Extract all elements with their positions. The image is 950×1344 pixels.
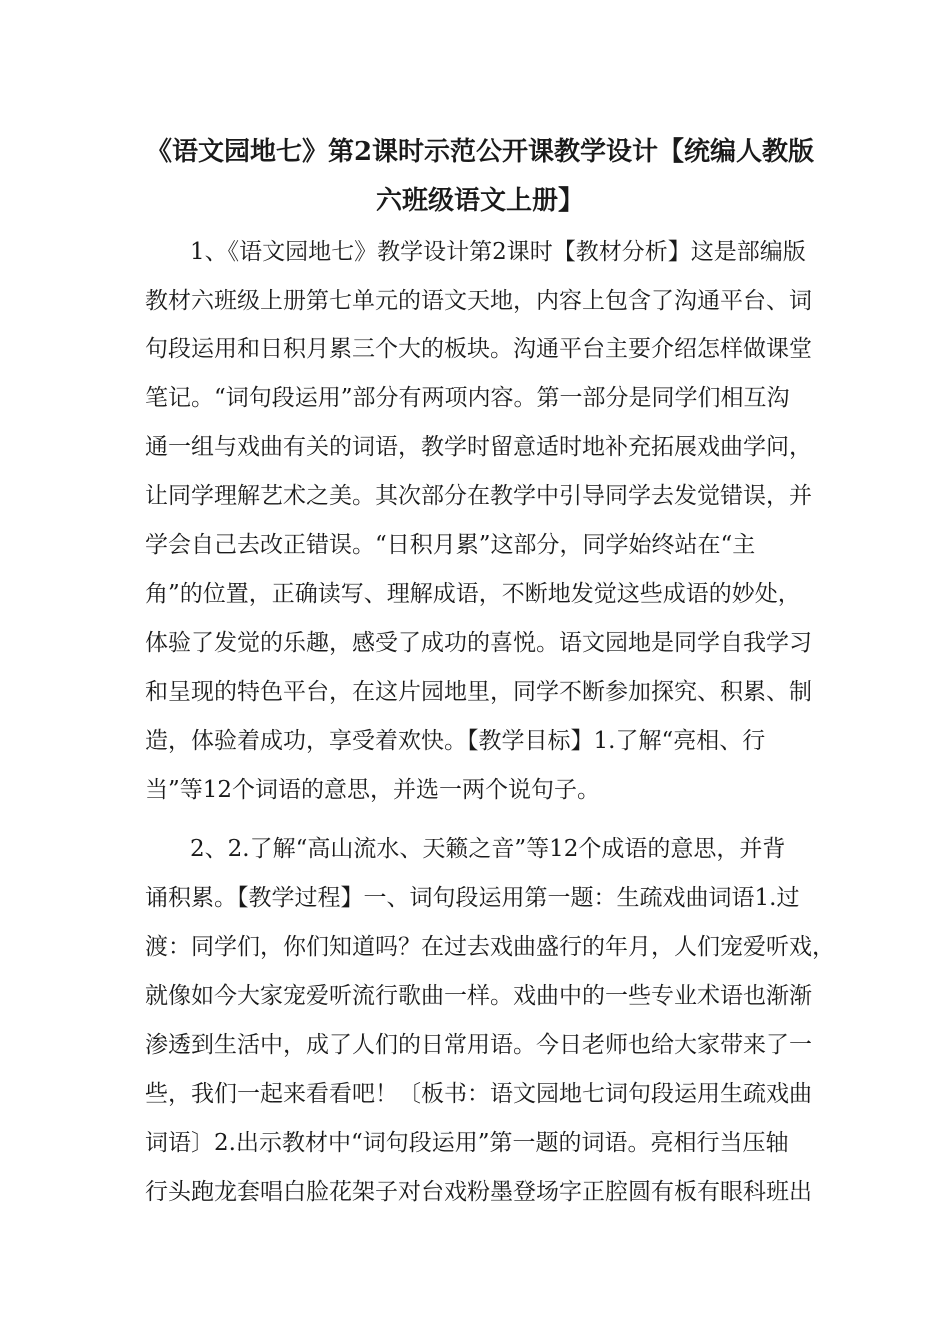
paragraph-2-line-6: 些，我们一起来看看吧！〔板书：语文园地七词句段运用生疏戏曲 [145, 1081, 812, 1107]
paragraph-1-line-10: 和呈现的特色平台，在这片园地里，同学不断参加探究、积累、制 [145, 679, 812, 705]
paragraph-1-line-8: 角”的位置，正确读写、理解成语，不断地发觉这些成语的妙处， [145, 581, 801, 607]
paragraph-2-line-8: 行头跑龙套唱白脸花架子对台戏粉墨登场字正腔圆有板有眼科班出 [145, 1179, 812, 1205]
paragraph-1-line-2: 教材六班级上册第七单元的语文天地，内容上包含了沟通平台、词 [145, 288, 812, 314]
paragraph-1-line-1: 1、《语文园地七》教学设计第2课时【教材分析】这是部编版 [190, 239, 806, 265]
paragraph-2-line-5: 渗透到生活中，成了人们的日常用语。今日老师也给大家带来了一 [145, 1032, 812, 1058]
document-title-line-2: 六班级语文上册】 [375, 186, 584, 216]
paragraph-2-line-2: 诵积累。【教学过程】一、词句段运用第一题：生疏戏曲词语1.过 [145, 885, 800, 911]
document-title-line-1: 《语文园地七》第2课时示范公开课教学设计【统编人教版 [145, 137, 815, 167]
paragraph-1-line-11: 造，体验着成功，享受着欢快。【教学目标】1.了解“亮相、行 [145, 728, 766, 754]
paragraph-1-line-6: 让同学理解艺术之美。其次部分在教学中引导同学去发觉错误，并 [145, 483, 812, 509]
paragraph-2-line-1: 2、2.了解“高山流水、天籁之音”等12个成语的意思，并背 [190, 836, 786, 862]
paragraph-2-line-7: 词语〕2.出示教材中“词句段运用”第一题的词语。亮相行当压轴 [145, 1130, 789, 1156]
paragraph-1-line-3: 句段运用和日积月累三个大的板块。沟通平台主要介绍怎样做课堂 [145, 336, 812, 362]
paragraph-1-line-7: 学会自己去改正错误。“日积月累”这部分，同学始终站在“主 [145, 532, 756, 558]
paragraph-1-line-12: 当”等12个词语的意思，并选一两个说句子。 [145, 777, 601, 803]
paragraph-2-line-4: 就像如今大家宠爱听流行歌曲一样。戏曲中的一些专业术语也渐渐 [145, 983, 812, 1009]
paragraph-1-line-4: 笔记。“词句段运用”部分有两项内容。第一部分是同学们相互沟 [145, 385, 790, 411]
paragraph-2-line-3: 渡：同学们，你们知道吗？在过去戏曲盛行的年月，人们宠爱听戏， [145, 934, 835, 960]
paragraph-1-line-5: 通一组与戏曲有关的词语，教学时留意适时地补充拓展戏曲学问， [145, 434, 812, 460]
paragraph-1-line-9: 体验了发觉的乐趣，感受了成功的喜悦。语文园地是同学自我学习 [145, 630, 812, 656]
